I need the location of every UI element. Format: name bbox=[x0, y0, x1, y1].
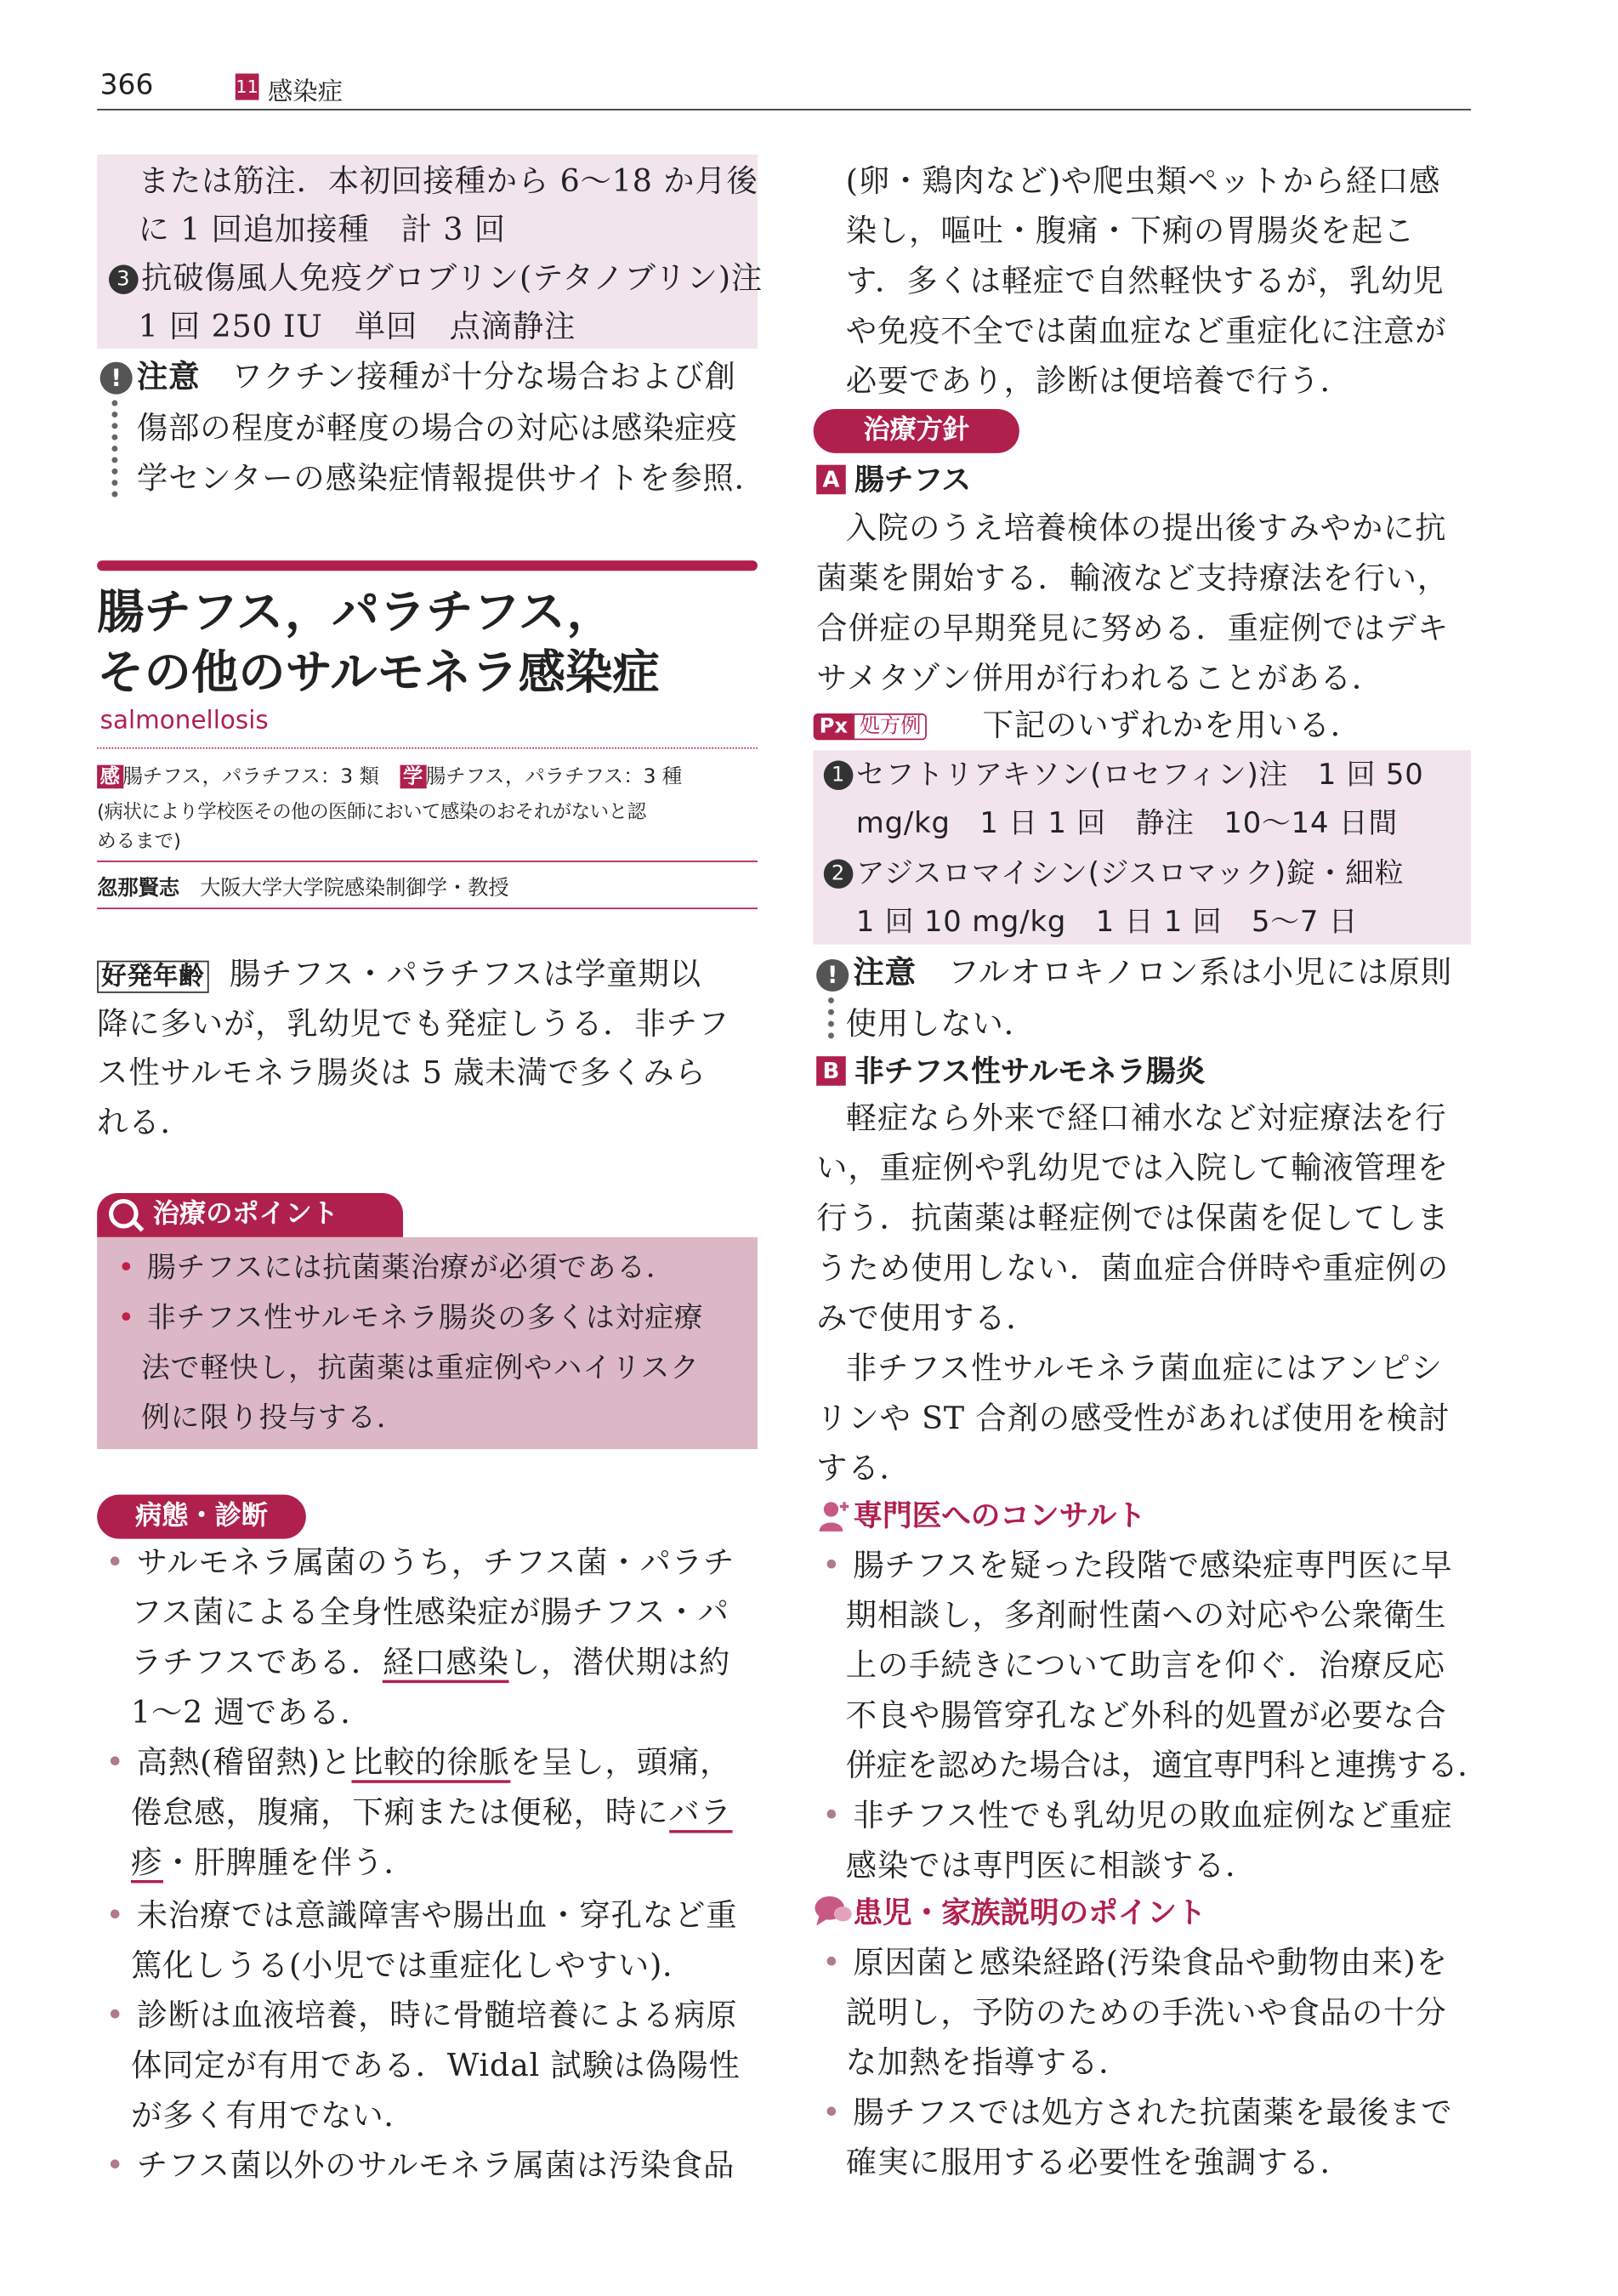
title-bar bbox=[97, 560, 758, 571]
right-top-line-2: 染し，嘔吐・腹痛・下痢の胃腸炎を起こ bbox=[845, 213, 1416, 249]
section-b-badge: B bbox=[816, 1056, 846, 1086]
right-top-line-5: 必要であり，診断は便培養で行う． bbox=[845, 363, 1352, 399]
section-a-badge: A bbox=[816, 465, 846, 495]
path-b4-line-3: が多く有用でない． bbox=[130, 2097, 416, 2134]
rx-item-1-line-1: 1 セフトリアキソン(ロセフィン)注 1 回 50 bbox=[824, 750, 1424, 799]
rx-caution-line-1: 注意 フルオロキノロン系は小児には原則 bbox=[853, 954, 1452, 991]
age-line-4: れる． bbox=[97, 1105, 192, 1140]
path-b1-line-1: • サルモネラ属菌のうち，チフス菌・パラチ bbox=[105, 1544, 735, 1581]
path-b2-line-3: 疹・肝脾腫を伴う． bbox=[131, 1839, 416, 1889]
page-number: 366 bbox=[99, 69, 154, 102]
path-b3-line-2: 篤化しうる(小児では重症化しやすい)． bbox=[130, 1947, 695, 1984]
consult-label: 専門医へのコンサルト bbox=[853, 1498, 1146, 1533]
prev-line-1: または筋注．本初回接種から 6〜18 か月後 bbox=[138, 163, 758, 199]
consult-b2-line-2: 感染では専門医に相談する． bbox=[845, 1847, 1257, 1884]
author-line bbox=[97, 872, 508, 902]
subtitle-dotted-rule bbox=[97, 747, 758, 749]
section-a-line-3: 合併症の早期発見に努める．重症例ではデキ bbox=[816, 610, 1450, 646]
speech-bubble-icon bbox=[814, 1895, 852, 1927]
legal-note-line-1: (病状により学校医その他の医師において感染のおそれがないと認 bbox=[97, 801, 646, 824]
section-b-line-3: 行う．抗菌薬は軽症例では保菌を促してしま bbox=[816, 1200, 1450, 1236]
legal-info-line-1: 感 腸チフス，パラチフス：3 類 学 腸チフス，パラチフス：3 種 bbox=[97, 759, 682, 789]
author-affiliation: 大阪大学大学院感染制御学・教授 bbox=[200, 877, 509, 901]
consult-b1-line-1: • 腸チフスを疑った段階で感染症専門医に早 bbox=[822, 1547, 1453, 1583]
section-b-line-2: い，重症例や乳幼児では入院して輸液管理を bbox=[816, 1150, 1450, 1186]
consult-b1-line-4: 不良や腸管穿孔など外科的処置が必要な合 bbox=[845, 1697, 1447, 1733]
keyword-oral-infection: 経口感染 bbox=[383, 1645, 509, 1683]
section-b2-line-3: する． bbox=[816, 1450, 911, 1486]
circled-number-3: 3 bbox=[109, 264, 139, 294]
exclamation-icon: ! bbox=[816, 959, 849, 992]
path-b2-line-2: 倦怠感，腹痛，下痢または便秘，時にバラ bbox=[131, 1789, 732, 1839]
author-name: 忽那賢志 bbox=[97, 877, 180, 901]
rx-item-1-line-2: mg/kg 1 日 1 回 静注 10〜14 日間 bbox=[855, 806, 1399, 840]
prev-line-2: に 1 回追加接種 計 3 回 bbox=[138, 212, 507, 247]
section-a-line-4: サメタゾン併用が行われることがある． bbox=[816, 660, 1384, 696]
section-b-line-1: 軽症なら外来で経口補水など対症療法を行 bbox=[845, 1100, 1447, 1136]
path-b5-line-1: • チフス菌以外のサルモネラ属菌は汚染食品 bbox=[105, 2147, 735, 2184]
age-line-3: ス性サルモネラ腸炎は 5 歳未満で多くみら bbox=[97, 1054, 707, 1090]
right-top-line-1: (卵・鶏肉など)や爬虫類ペットから経口感 bbox=[845, 163, 1441, 199]
points-label: 治療のポイント bbox=[152, 1198, 338, 1230]
caution-dotted-line bbox=[828, 997, 834, 1038]
keyword-rose-spots-2: 疹 bbox=[131, 1844, 162, 1883]
path-b4-line-1: • 診断は血液培養，時に骨髄培養による病原 bbox=[105, 1998, 738, 2033]
family-b1-line-2: 説明し，予防のための手洗いや食品の十分 bbox=[845, 1994, 1447, 2031]
family-b2-line-1: • 腸チフスでは処方された抗菌薬を最後まで bbox=[822, 2094, 1453, 2131]
treatment-label: 治療方針 bbox=[814, 409, 1019, 453]
consult-b1-line-3: 上の手続きについて助言を仰ぐ．治療反応 bbox=[845, 1647, 1446, 1684]
section-a-line-1: 入院のうえ培養検体の提出後すみやかに抗 bbox=[845, 510, 1447, 546]
section-b-title: 非チフス性サルモネラ腸炎 bbox=[854, 1053, 1206, 1089]
section-b-line-5: みで使用する． bbox=[816, 1300, 1038, 1336]
caution-dotted-line bbox=[111, 401, 117, 497]
infection-law-badge: 感 bbox=[97, 765, 122, 789]
legal-note-line-2: めるまで) bbox=[97, 831, 181, 854]
circled-number-2: 2 bbox=[824, 859, 854, 889]
points-item-2-line-2: 法で軽快し，抗菌薬は重症例やハイリスク bbox=[141, 1350, 700, 1384]
keyword-rose-spots-1: バラ bbox=[668, 1795, 731, 1833]
age-label-box: 好発年齢 bbox=[97, 961, 208, 993]
article-subtitle: salmonellosis bbox=[99, 706, 269, 736]
chapter-title: 感染症 bbox=[267, 77, 343, 108]
path-b3-line-1: • 未治療では意識障害や腸出血・穿孔など重 bbox=[105, 1897, 738, 1934]
path-b1-line-3: ラチフスである．経口感染し，潜伏期は約 bbox=[131, 1639, 730, 1688]
doctor-icon bbox=[818, 1501, 850, 1533]
prev-caution-line-3: 学センターの感染症情報提供サイトを参照． bbox=[136, 460, 766, 497]
school-law-badge: 学 bbox=[400, 765, 426, 789]
rx-intro: 下記のいずれかを用いる． bbox=[982, 708, 1362, 743]
section-b2-line-2: リンや ST 合剤の感受性があれば使用を検討 bbox=[816, 1400, 1451, 1436]
section-b2-line-1: 非チフス性サルモネラ菌血症にはアンピシ bbox=[845, 1350, 1443, 1386]
section-b-line-4: うため使用しない．菌血症合併時や重症例の bbox=[816, 1250, 1450, 1287]
keyword-relative-bradycardia: 比較的徐脈 bbox=[352, 1745, 510, 1783]
prev-item-3-dose: 1 回 250 IU 単回 点滴静注 bbox=[138, 309, 576, 344]
family-b1-line-1: • 原因菌と感染経路(汚染食品や動物由来)を bbox=[822, 1945, 1448, 1981]
family-b2-line-2: 確実に服用する必要性を強調する． bbox=[845, 2145, 1352, 2180]
points-item-1: • 腸チフスには抗菌薬治療が必須である． bbox=[117, 1250, 676, 1285]
path-b1-line-4: 1〜2 週である． bbox=[130, 1694, 372, 1731]
path-b2-line-1: • 高熱(稽留熱)と比較的徐脈を呈し，頭痛， bbox=[106, 1739, 732, 1788]
path-b1-line-2: フス菌による全身性感染症が腸チフス・パ bbox=[130, 1594, 730, 1630]
prev-item-3: 3 抗破傷風人免疫グロブリン(テタノブリン)注 bbox=[109, 254, 763, 304]
consult-b1-line-5: 併症を認めた場合は，適宜専門科と連携する． bbox=[845, 1748, 1489, 1783]
section-a-line-2: 菌薬を開始する．輸液など支持療法を行い， bbox=[816, 560, 1450, 596]
points-item-2-line-3: 例に限り投与する． bbox=[141, 1400, 406, 1435]
right-top-line-3: す．多くは軽症で自然軽快するが，乳幼児 bbox=[845, 263, 1445, 299]
author-rule-bottom bbox=[97, 907, 758, 909]
rx-item-2-line-1: 2 アジスロマイシン(ジスロマック)錠・細粒 bbox=[824, 849, 1405, 898]
rx-item-2-line-2: 1 回 10 mg/kg 1 日 1 回 5〜7 日 bbox=[855, 904, 1359, 939]
path-b4-line-2: 体同定が有用である．Widal 試験は偽陽性 bbox=[130, 2048, 741, 2083]
consult-b2-line-1: • 非チフス性でも乳幼児の敗血症例など重症 bbox=[822, 1798, 1453, 1833]
pathology-label: 病態・診断 bbox=[97, 1495, 306, 1539]
right-top-line-4: や免疫不全では菌血症など重症化に注意が bbox=[845, 313, 1447, 350]
section-a-title: 腸チフス bbox=[854, 462, 972, 497]
age-line-2: 降に多いが，乳幼児でも発症しうる．非チフ bbox=[97, 1006, 730, 1042]
prev-caution-line-1: 注意 ワクチン接種が十分な場合および創 bbox=[136, 359, 736, 395]
article-title-line-1: 腸チフス，パラチフス， bbox=[97, 583, 615, 640]
article-title-line-2: その他のサルモネラ感染症 bbox=[97, 644, 660, 701]
exclamation-icon: ! bbox=[100, 362, 133, 395]
consult-b1-line-2: 期相談し，多剤耐性菌への対応や公衆衛生 bbox=[845, 1597, 1447, 1634]
author-rule-top bbox=[97, 861, 758, 862]
family-label: 患児・家族説明のポイント bbox=[853, 1895, 1206, 1930]
points-item-2-line-1: • 非チフス性サルモネラ腸炎の多くは対症療 bbox=[117, 1300, 704, 1335]
circled-number-1: 1 bbox=[824, 760, 854, 790]
rx-caution-line-2: 使用しない． bbox=[845, 1006, 1036, 1042]
age-line-1: 好発年齢 腸チフス・パラチフスは学童期以 bbox=[97, 951, 701, 1003]
prev-caution-line-2: 傷部の程度が軽度の場合の対応は感染症疫 bbox=[136, 410, 738, 446]
family-b1-line-3: な加熱を指導する． bbox=[845, 2044, 1131, 2081]
chapter-number-badge: 11 bbox=[236, 74, 259, 100]
header-rule bbox=[97, 109, 1471, 111]
rx-badge: Px 処方例 bbox=[814, 711, 928, 743]
